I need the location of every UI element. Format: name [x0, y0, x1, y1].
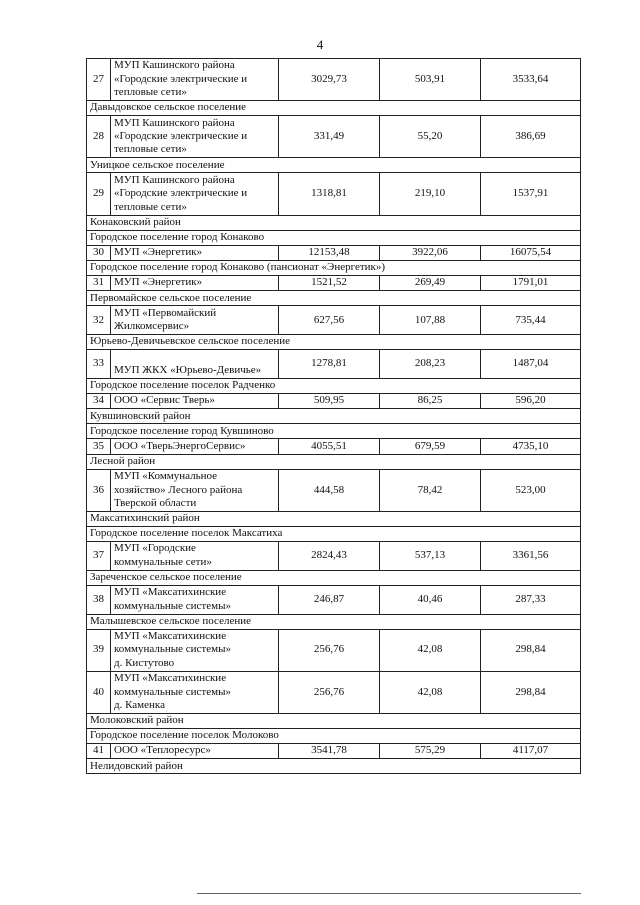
section-row	[87, 424, 581, 439]
table-row	[87, 671, 581, 713]
section-heading: Давыдовское сельское поселение	[87, 101, 581, 116]
value-v3: 386,69	[481, 116, 581, 158]
table-row	[87, 173, 581, 215]
organization-name-line: ООО «ТверьЭнергоСервис»	[114, 439, 246, 452]
organization-name	[111, 585, 279, 614]
section-heading: Городское поселение город Кувшиново	[87, 424, 581, 439]
table-row	[87, 743, 581, 758]
organization-name-line: д. Каменка	[114, 698, 165, 711]
value-v2: 55,20	[380, 116, 481, 158]
row-number: 32	[87, 306, 111, 335]
section-heading: Кувшиновский район	[87, 409, 581, 424]
value-v3: 596,20	[481, 393, 581, 408]
row-number: 40	[87, 671, 111, 713]
value-v3: 3533,64	[481, 59, 581, 101]
organization-name	[111, 541, 279, 570]
section-heading: Первомайское сельское поселение	[87, 291, 581, 306]
tariff-table	[86, 58, 581, 774]
value-v1: 256,76	[279, 671, 380, 713]
organization-name-line: тепловые сети»	[114, 200, 187, 213]
section-heading: Городское поселение город Конаково	[87, 230, 581, 245]
value-v2: 208,23	[380, 350, 481, 379]
organization-name-line: «Городские электрические и	[114, 187, 248, 200]
value-v1: 3029,73	[279, 59, 380, 101]
table-row	[87, 306, 581, 335]
section-heading: Молоковский район	[87, 713, 581, 728]
table-row	[87, 275, 581, 290]
value-v1: 246,87	[279, 585, 380, 614]
value-v1: 12153,48	[279, 245, 380, 260]
table-body	[87, 59, 581, 774]
table-row	[87, 59, 581, 101]
section-row	[87, 511, 581, 526]
section-row	[87, 291, 581, 306]
organization-name	[111, 116, 279, 158]
organization-name-line: ООО «Теплоресурс»	[114, 744, 211, 757]
table-row	[87, 393, 581, 408]
table-row	[87, 116, 581, 158]
organization-name-line: ООО «Сервис Тверь»	[114, 394, 215, 407]
section-heading: Зареченское сельское поселение	[87, 570, 581, 585]
row-number: 41	[87, 743, 111, 758]
section-row	[87, 335, 581, 350]
organization-name-line: д. Кистутово	[114, 656, 175, 669]
value-v3: 1537,91	[481, 173, 581, 215]
organization-name-line: Тверской области	[114, 497, 197, 510]
organization-name-line: МУП ЖКХ «Юрьево-Девичье»	[114, 364, 262, 377]
organization-name-line: МУП «Энергетик»	[114, 246, 203, 259]
section-row	[87, 454, 581, 469]
value-v2: 42,08	[380, 629, 481, 671]
row-number: 38	[87, 585, 111, 614]
section-row	[87, 409, 581, 424]
value-v1: 1278,81	[279, 350, 380, 379]
section-row	[87, 526, 581, 541]
value-v2: 679,59	[380, 439, 481, 454]
organization-name-line: «Городские электрические и	[114, 72, 248, 85]
table-row	[87, 439, 581, 454]
section-row	[87, 215, 581, 230]
organization-name-line: МУП «Городские	[114, 542, 196, 555]
organization-name-line: коммунальные системы»	[114, 685, 231, 698]
organization-name-line: коммунальные системы»	[114, 599, 231, 612]
organization-name-line: МУП «Максатихинские	[114, 629, 227, 642]
organization-name-line: «Городские электрические и	[114, 130, 248, 143]
value-v3: 4117,07	[481, 743, 581, 758]
page-number: 4	[316, 37, 324, 52]
value-v2: 575,29	[380, 743, 481, 758]
table-row	[87, 541, 581, 570]
section-row	[87, 230, 581, 245]
value-v2: 78,42	[380, 469, 481, 511]
organization-name-line: хозяйство» Лесного района	[114, 483, 243, 496]
value-v3: 3361,56	[481, 541, 581, 570]
value-v2: 269,49	[380, 275, 481, 290]
value-v2: 86,25	[380, 393, 481, 408]
organization-name	[111, 173, 279, 215]
section-row	[87, 101, 581, 116]
value-v2: 42,08	[380, 671, 481, 713]
row-number: 34	[87, 393, 111, 408]
organization-name	[111, 469, 279, 511]
value-v2: 503,91	[380, 59, 481, 101]
value-v2: 107,88	[380, 306, 481, 335]
table-row	[87, 629, 581, 671]
value-v3: 298,84	[481, 629, 581, 671]
section-heading: Городское поселение поселок Радченко	[87, 378, 581, 393]
section-row	[87, 614, 581, 629]
value-v1: 509,95	[279, 393, 380, 408]
organization-name-line: тепловые сети»	[114, 86, 187, 99]
row-number: 37	[87, 541, 111, 570]
row-number: 30	[87, 245, 111, 260]
section-heading: Лесной район	[87, 454, 581, 469]
organization-name-line: МУП Кашинского района	[114, 173, 235, 186]
table-row	[87, 245, 581, 260]
section-row	[87, 378, 581, 393]
organization-name	[111, 59, 279, 101]
section-heading: Уницкое сельское поселение	[87, 158, 581, 173]
organization-name	[111, 275, 279, 290]
row-number: 27	[87, 59, 111, 101]
organization-name	[111, 439, 279, 454]
value-v1: 256,76	[279, 629, 380, 671]
row-number: 31	[87, 275, 111, 290]
value-v1: 1521,52	[279, 275, 380, 290]
row-number: 39	[87, 629, 111, 671]
value-v1: 331,49	[279, 116, 380, 158]
organization-name	[111, 393, 279, 408]
value-v3: 4735,10	[481, 439, 581, 454]
value-v2: 3922,06	[380, 245, 481, 260]
organization-name	[111, 629, 279, 671]
row-number: 33	[87, 350, 111, 379]
value-v1: 1318,81	[279, 173, 380, 215]
value-v3: 16075,54	[481, 245, 581, 260]
table-row	[87, 469, 581, 511]
value-v3: 298,84	[481, 671, 581, 713]
organization-name-line: МУП «Коммунальное	[114, 470, 218, 483]
organization-name	[111, 671, 279, 713]
section-heading: Максатихинский район	[87, 511, 581, 526]
organization-name-line: МУП «Энергетик»	[114, 276, 203, 289]
section-heading: Малышевское сельское поселение	[87, 614, 581, 629]
organization-name-line: МУП «Первомайский	[114, 306, 217, 319]
value-v3: 1791,01	[481, 275, 581, 290]
organization-name-line: тепловые сети»	[114, 143, 187, 156]
organization-name-line: коммунальные сети»	[114, 555, 212, 568]
row-number: 35	[87, 439, 111, 454]
section-row	[87, 158, 581, 173]
section-heading: Нелидовский район	[87, 759, 581, 774]
organization-name	[111, 743, 279, 758]
organization-name	[111, 306, 279, 335]
value-v1: 444,58	[279, 469, 380, 511]
section-row	[87, 260, 581, 275]
section-heading: Городское поселение поселок Молоково	[87, 728, 581, 743]
section-row	[87, 728, 581, 743]
section-heading: Юрьево-Девичьевское сельское поселение	[87, 335, 581, 350]
value-v2: 537,13	[380, 541, 481, 570]
table-row	[87, 585, 581, 614]
organization-name-line: МУП Кашинского района	[114, 59, 235, 72]
table-row	[87, 350, 581, 379]
organization-name-line: МУП Кашинского района	[114, 116, 235, 129]
value-v3: 1487,04	[481, 350, 581, 379]
value-v2: 219,10	[380, 173, 481, 215]
value-v3: 287,33	[481, 585, 581, 614]
organization-name-line: МУП «Максатихинские	[114, 672, 227, 685]
section-row	[87, 570, 581, 585]
organization-name	[111, 245, 279, 260]
section-row	[87, 713, 581, 728]
section-heading: Конаковский район	[87, 215, 581, 230]
value-v1: 3541,78	[279, 743, 380, 758]
organization-name-line: Жилкомсервис»	[114, 320, 190, 333]
value-v3: 735,44	[481, 306, 581, 335]
section-heading: Городское поселение поселок Максатиха	[87, 526, 581, 541]
value-v3: 523,00	[481, 469, 581, 511]
section-heading: Городское поселение город Конаково (пансионат «Энергетик»)	[87, 260, 581, 275]
row-number: 28	[87, 116, 111, 158]
bottom-rule	[197, 893, 581, 894]
value-v1: 4055,51	[279, 439, 380, 454]
value-v2: 40,46	[380, 585, 481, 614]
organization-name-line: МУП «Максатихинские	[114, 586, 227, 599]
row-number: 36	[87, 469, 111, 511]
section-row	[87, 759, 581, 774]
row-number: 29	[87, 173, 111, 215]
value-v1: 2824,43	[279, 541, 380, 570]
value-v1: 627,56	[279, 306, 380, 335]
organization-name-line: коммунальные системы»	[114, 643, 231, 656]
organization-name-line	[114, 351, 275, 364]
organization-name	[111, 350, 279, 379]
